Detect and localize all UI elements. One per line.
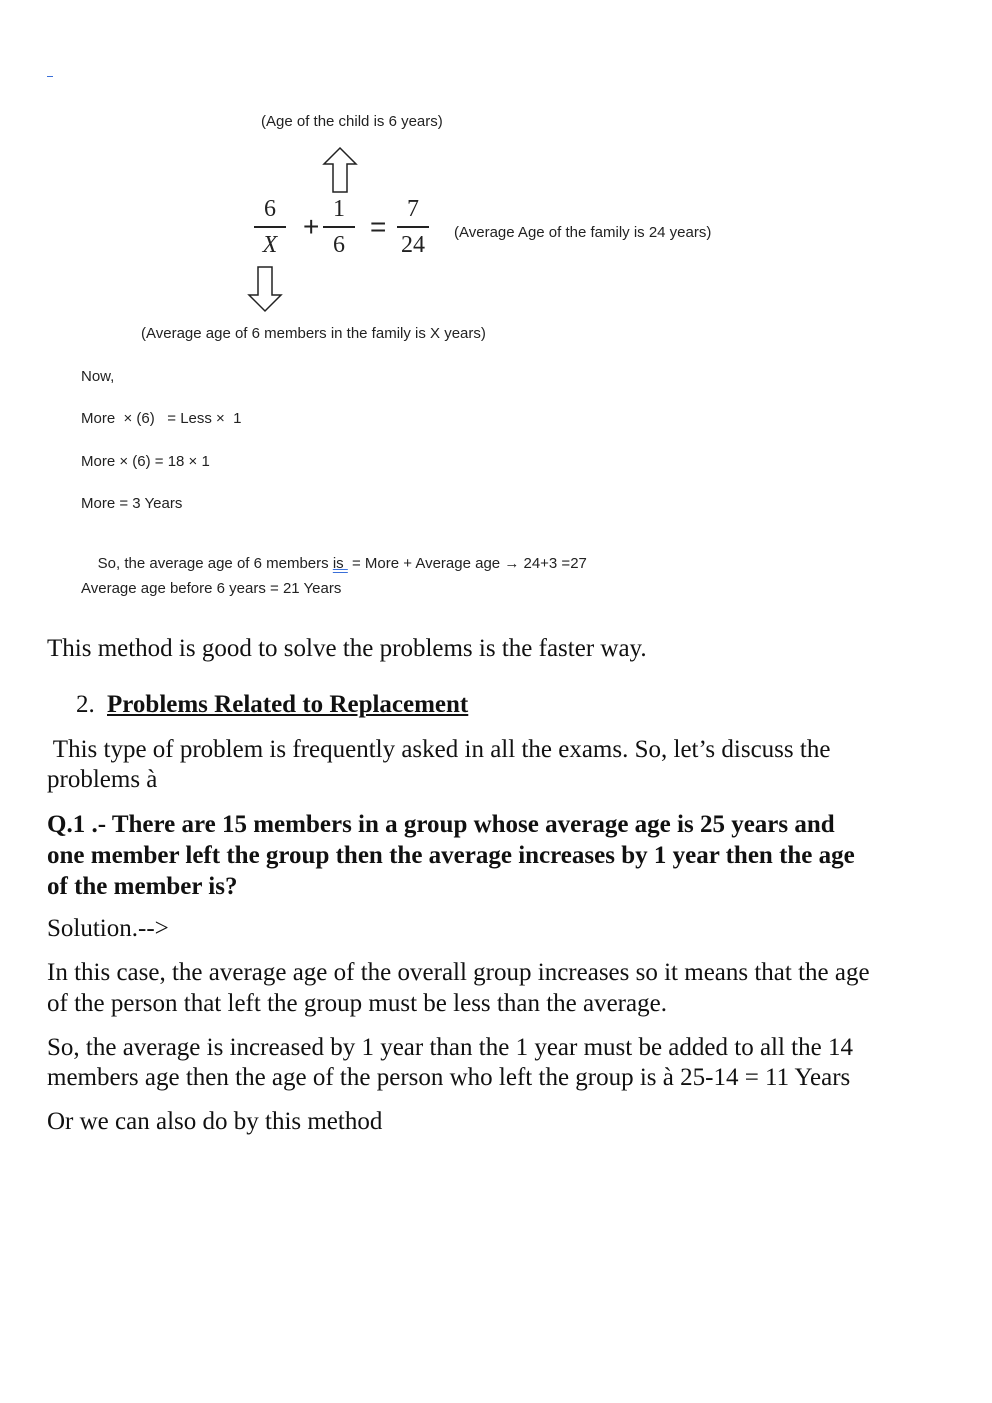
family-average-label: (Average Age of the family is 24 years) — [454, 224, 712, 241]
fraction-denominator: 6 — [333, 232, 345, 258]
intro-line-1: This type of problem is frequently asked in all the exams. So, let’s discuss the — [47, 736, 831, 763]
fraction-numerator: 7 — [407, 196, 419, 222]
step-line-4-start: So, the average age of 6 members — [97, 555, 333, 572]
heading-title: Problems Related to Replacement — [107, 691, 469, 718]
equals-sign: = — [370, 211, 387, 242]
step-line-3: More = 3 Years — [81, 495, 183, 512]
paragraph-2-line-2: members age then the age of the person who left the group is à 25-14 = 11 Years — [47, 1064, 851, 1091]
question-line-3: of the member is? — [47, 873, 238, 900]
section-heading — [76, 690, 468, 720]
fraction-1-over-6 — [319, 196, 359, 258]
question-line-1: Q.1 .- There are 15 members in a group whose average age is 25 years and — [47, 811, 835, 838]
right-arrow-icon: → — [504, 555, 520, 572]
paragraph-1-line-2: of the person that left the group must be less than the average. — [47, 990, 667, 1017]
fraction-numerator: 6 — [264, 196, 276, 222]
step-now: Now, — [81, 368, 115, 385]
fraction-bar — [254, 226, 286, 228]
paragraph-2-line-1: So, the average is increased by 1 year than the 1 year must be added to all the 14 — [47, 1034, 853, 1061]
step-line-1: More × (6) = Less × 1 — [81, 410, 242, 427]
plus-sign: + — [303, 211, 320, 242]
fraction-numerator: 1 — [333, 196, 345, 222]
heading-number: 2. — [76, 691, 95, 718]
page-mark — [47, 76, 53, 77]
fraction-denominator: X — [262, 232, 278, 258]
fraction-6-over-x — [250, 196, 290, 258]
step-line-4-middle: = More + Average age — [347, 555, 505, 572]
closing-line: Or we can also do by this method — [47, 1108, 383, 1135]
fraction-denominator: 24 — [401, 232, 425, 258]
method-line: This method is good to solve the problems is the faster way. — [47, 635, 647, 662]
step-line-5: Average age before 6 years = 21 Years — [81, 580, 342, 597]
down-arrow-icon — [247, 265, 283, 313]
intro-line-2: problems à — [47, 766, 158, 793]
question-line-2: one member left the group then the average increases by 1 year then the age — [47, 842, 855, 869]
up-arrow-icon — [322, 146, 358, 194]
step-line-4-end: 24+3 =27 — [519, 555, 587, 572]
paragraph-1-line-1: In this case, the average age of the overall group increases so it means that the age — [47, 959, 870, 986]
fraction-bar — [397, 226, 429, 228]
step-line-4-is: is — [332, 555, 348, 572]
child-age-label: (Age of the child is 6 years) — [261, 113, 443, 130]
fraction-7-over-24 — [393, 196, 433, 258]
step-line-2: More × (6) = 18 × 1 — [81, 453, 210, 470]
fraction-bar — [323, 226, 355, 228]
members-average-label: (Average age of 6 members in the family is X years) — [141, 325, 486, 342]
solution-label: Solution.--> — [47, 915, 169, 942]
